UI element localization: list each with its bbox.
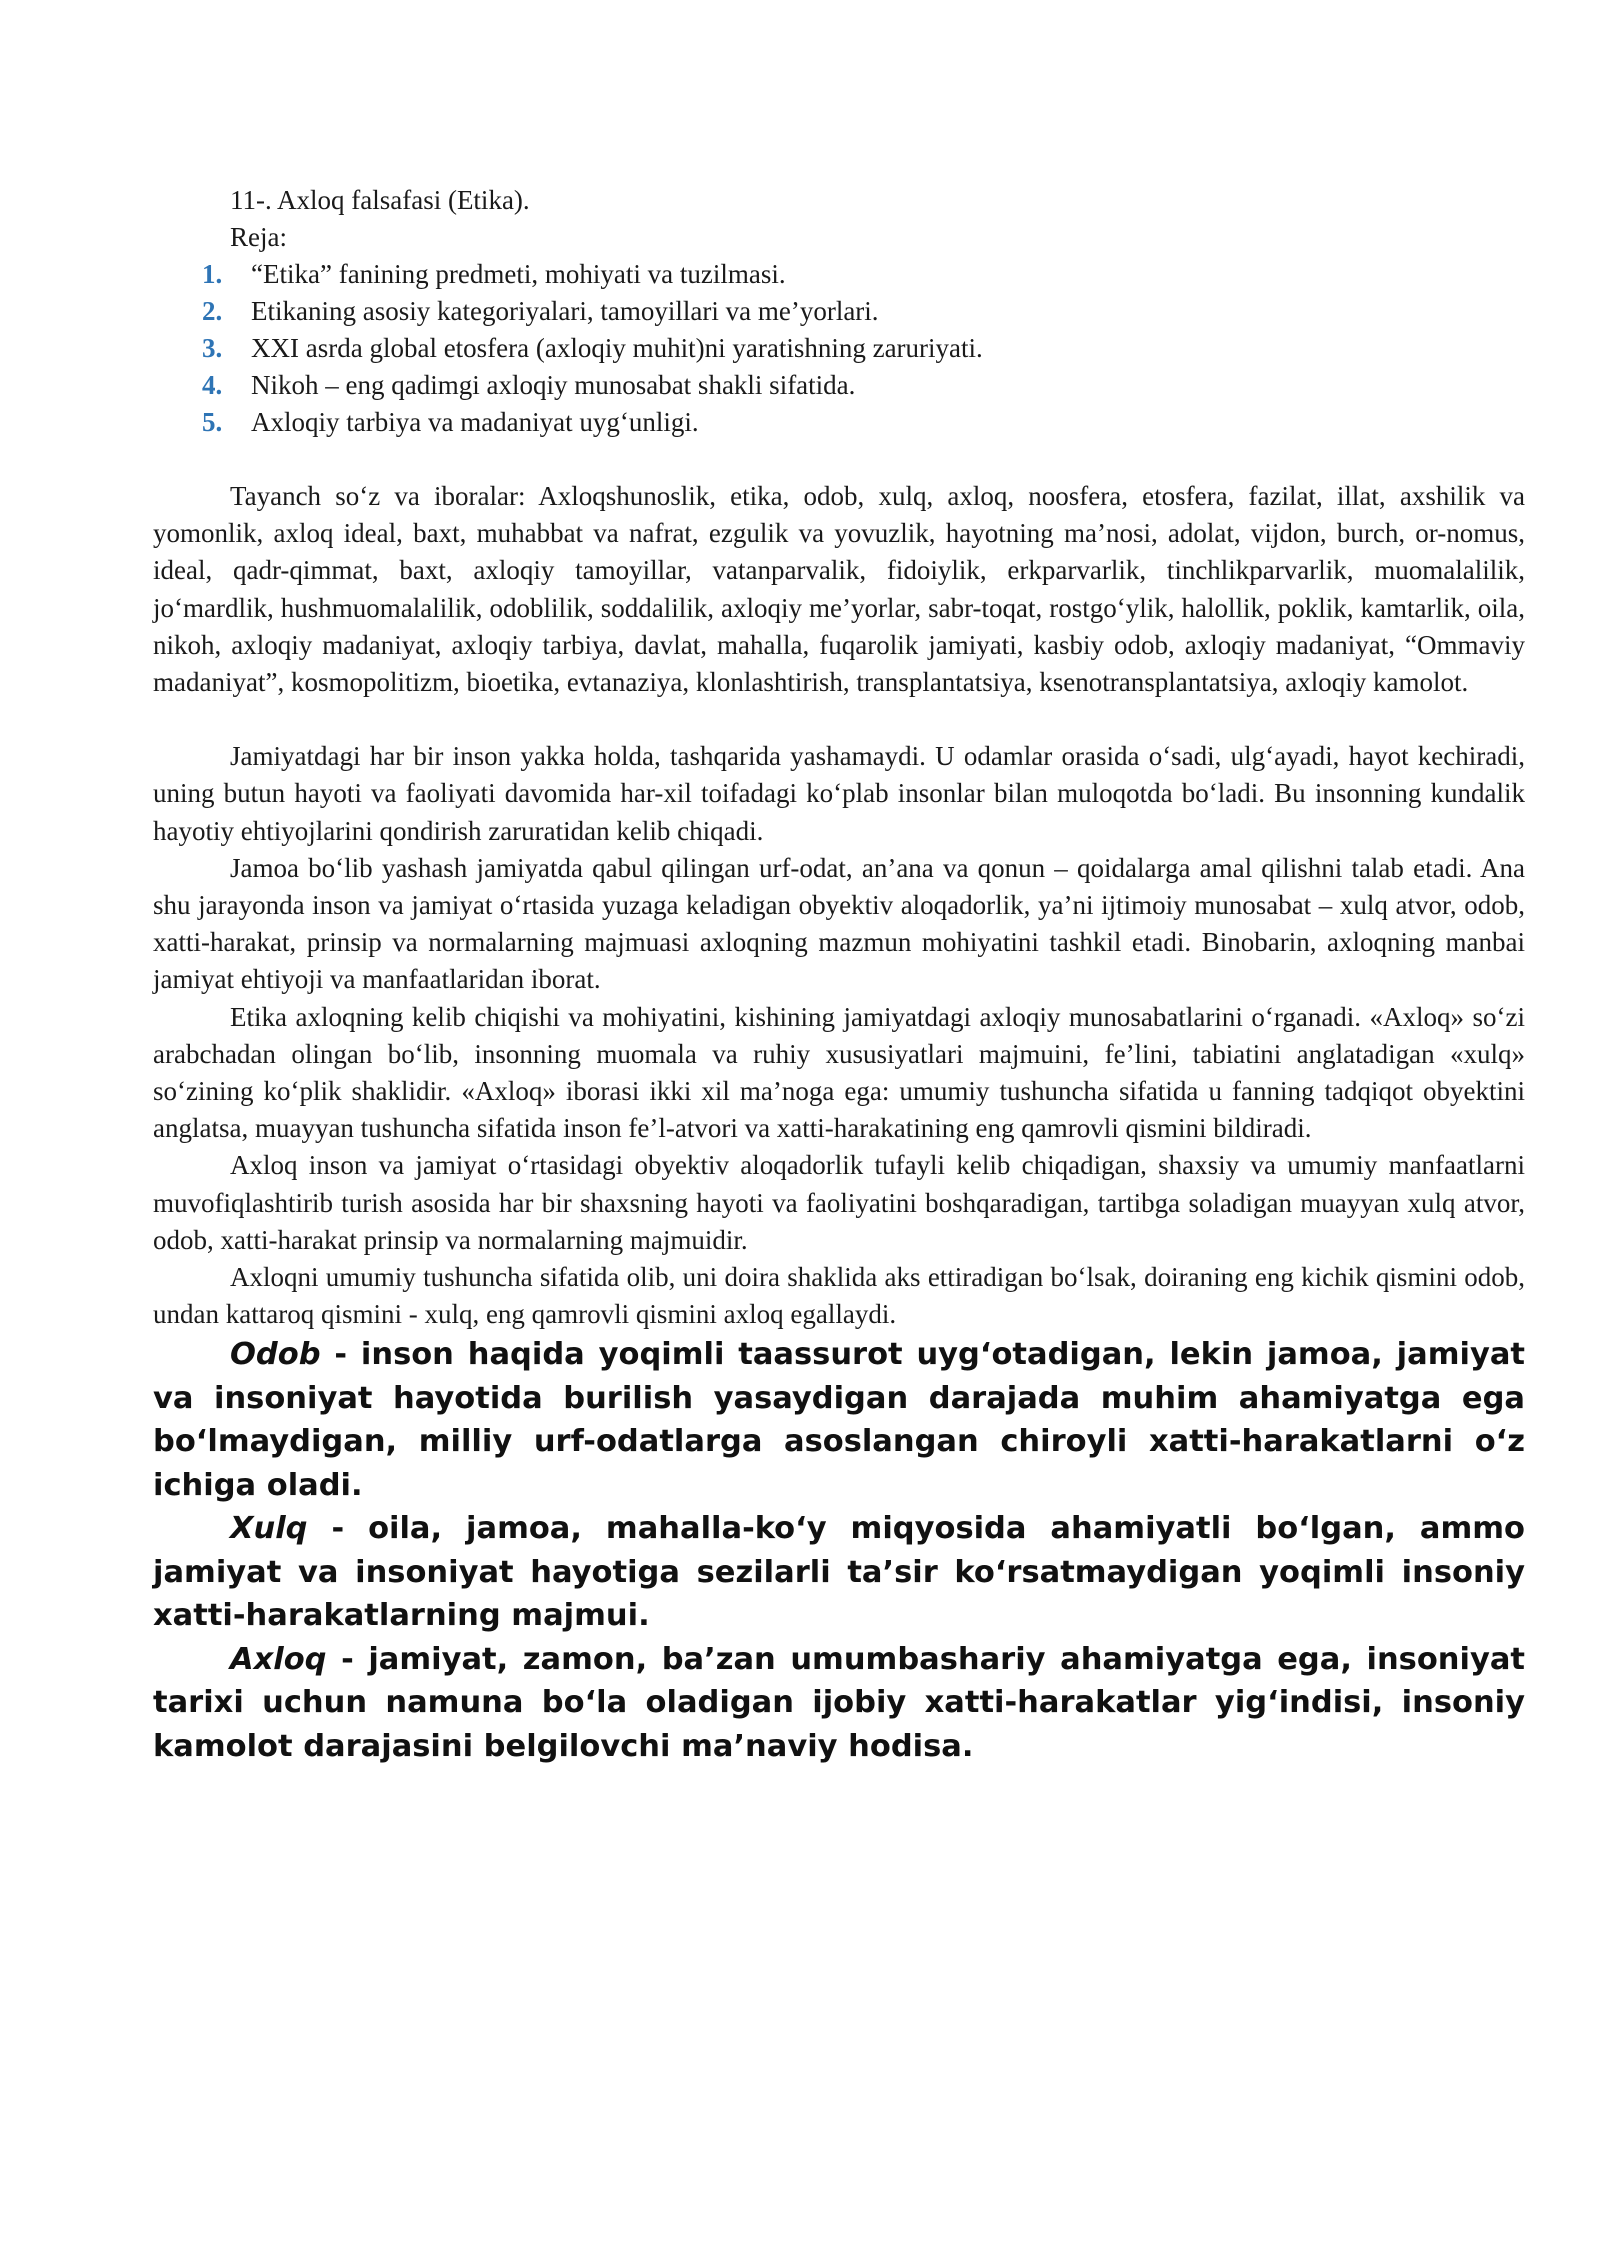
definition-term: Odob bbox=[230, 1337, 321, 1373]
definition-xulq bbox=[153, 1507, 1525, 1638]
plan-item-text: Nikoh – eng qadimgi axloqiy munosabat shakli sifatida. bbox=[251, 370, 856, 400]
plan-item-number: 4. bbox=[202, 370, 223, 400]
definition-text: - oila, jamoa, mahalla-ko‘y miqyosida ahamiyatli bo‘lgan, ammo jamiyat va insoniyat hayotiga sezilarli ta’sir ko‘rsatmaydigan yoqimli insoniy xatti-harakatlarning majmui. bbox=[153, 1511, 1525, 1634]
plan-label: Reja: bbox=[230, 222, 287, 252]
plan-item bbox=[153, 256, 1525, 293]
plan-item-number: 5. bbox=[202, 407, 223, 437]
document-page bbox=[153, 182, 1525, 1768]
body-paragraph: Axloqni umumiy tushuncha sifatida olib, uni doira shaklida aks ettiradigan bo‘lsak, doiraning eng kichik qismini odob, undan kattaroq qismini - xulq, eng qamrovli qismini axloq egallaydi. bbox=[153, 1262, 1525, 1330]
definition-term: Xulq bbox=[230, 1511, 308, 1547]
plan-item bbox=[153, 330, 1525, 367]
plan-item bbox=[153, 404, 1525, 441]
definition-axloq bbox=[153, 1638, 1525, 1769]
plan-item-number: 1. bbox=[202, 259, 223, 289]
definition-text: - jamiyat, zamon, ba’zan umumbashariy ahamiyatga ega, insoniyat tarixi uchun namuna bo‘la oladigan ijobiy xatti-harakatlar yig‘indisi, insoniy kamolot darajasini belgilovchi ma’naviy hodisa. bbox=[153, 1641, 1525, 1764]
definition-text: - inson haqida yoqimli taassurot uyg‘otadigan, lekin jamoa, jamiyat va insoniyat hayotida burilish yasaydigan darajada muhim ahamiyatga ega bo‘lmaydigan, milliy urf-odatlarga asoslangan chiroyli xatti-harakatlarni o‘z ichiga oladi. bbox=[153, 1337, 1525, 1503]
plan-item bbox=[153, 367, 1525, 404]
lecture-title: 11-. Axloq falsafasi (Etika). bbox=[230, 185, 530, 215]
keywords-paragraph: Tayanch so‘z va iboralar: Axloqshunoslik, etika, odob, xulq, axloq, noosfera, etosfera, fazilat, illat, axshilik va yomonlik, axloq ideal, baxt, muhabbat va nafrat, ezgulik va yovuzlik, hayotning ma’nosi, adolat, vijdon, burch, or-nomus, ideal, qadr-qimmat, baxt, axloqiy tamoyillar, vatanparvalik, fidoiylik, erkparvarlik, tinchlikparvarlik, muomalalilik, jo‘mardlik, hushmuomalalilik, odoblilik, soddalilik, axloqiy me’yorlar, sabr-toqat, rostgo‘ylik, halollik, poklik, kamtarlik, oila, nikoh, axloqiy madaniyat, axloqiy tarbiya, davlat, mahalla, fuqarolik jamiyati, kasbiy odob, axloqiy madaniyat, “Ommaviy madaniyat”, kosmopolitizm, bioetika, evtanaziya, klonlashtirish, transplantatsiya, ksenotransplantatsiya, axloqiy kamolot. bbox=[153, 481, 1525, 698]
body-paragraph: Jamoa bo‘lib yashash jamiyatda qabul qilingan urf-odat, an’ana va qonun – qoidalarga amal qilishni talab etadi. Ana shu jarayonda inson va jamiyat o‘rtasida yuzaga keladigan obyektiv aloqadorlik, ya’ni ijtimoiy munosabat – xulq atvor, odob, xatti-harakat, prinsip va normalarning majmuasi axloqning mazmun mohiyatini tashkil etadi. Binobarin, axloqning manbai jamiyat ehtiyoji va manfaatlaridan iborat. bbox=[153, 852, 1525, 995]
plan-item-number: 2. bbox=[202, 296, 223, 326]
definition-term: Axloq bbox=[230, 1641, 327, 1677]
plan-item-text: Axloqiy tarbiya va madaniyat uyg‘unligi. bbox=[251, 407, 699, 437]
plan-item-text: Etikaning asosiy kategoriyalari, tamoyillari va me’yorlari. bbox=[251, 296, 879, 326]
spacer bbox=[153, 441, 1525, 478]
body-paragraph: Axloq inson va jamiyat o‘rtasidagi obyektiv aloqadorlik tufayli kelib chiqadigan, shaxsiy va umumiy manfaatlarni muvofiqlashtirib turish asosida har bir shaxsning hayoti va faoliyatini boshqaradigan, tartibga soladigan muayyan xulq atvor, odob, xatti-harakat prinsip va normalarning majmuidir. bbox=[153, 1150, 1525, 1255]
plan-item bbox=[153, 293, 1525, 330]
plan-item-number: 3. bbox=[202, 333, 223, 363]
plan-list bbox=[153, 256, 1525, 441]
body-paragraph: Jamiyatdagi har bir inson yakka holda, tashqarida yashamaydi. U odamlar orasida o‘sadi, ulg‘ayadi, hayot kechiradi, uning butun hayoti va faoliyati davomida har-xil toifadagi ko‘plab insonlar bilan muloqotda bo‘ladi. Bu insonning kundalik hayotiy ehtiyojlarini qondirish zaruratidan kelib chiqadi. bbox=[153, 741, 1525, 846]
definition-odob bbox=[153, 1333, 1525, 1507]
spacer bbox=[153, 701, 1525, 738]
plan-item-text: XXI asrda global etosfera (axloqiy muhit)ni yaratishning zaruriyati. bbox=[251, 333, 983, 363]
body-paragraph: Etika axloqning kelib chiqishi va mohiyatini, kishining jamiyatdagi axloqiy munosabatlarini o‘rganadi. «Axloq» so‘zi arabchadan olingan bo‘lib, insonning muomala va ruhiy xususiyatlari majmuini, fe’lini, tabiatini anglatadigan «xulq» so‘zining ko‘plik shaklidir. «Axloq» iborasi ikki xil ma’noga ega: umumiy tushuncha sifatida u fanning tadqiqot obyektini anglatsa, muayyan tushuncha sifatida inson fe’l-atvori va xatti-harakatining eng qamrovli qismini bildiradi. bbox=[153, 1001, 1525, 1144]
plan-item-text: “Etika” fanining predmeti, mohiyati va tuzilmasi. bbox=[251, 259, 786, 289]
